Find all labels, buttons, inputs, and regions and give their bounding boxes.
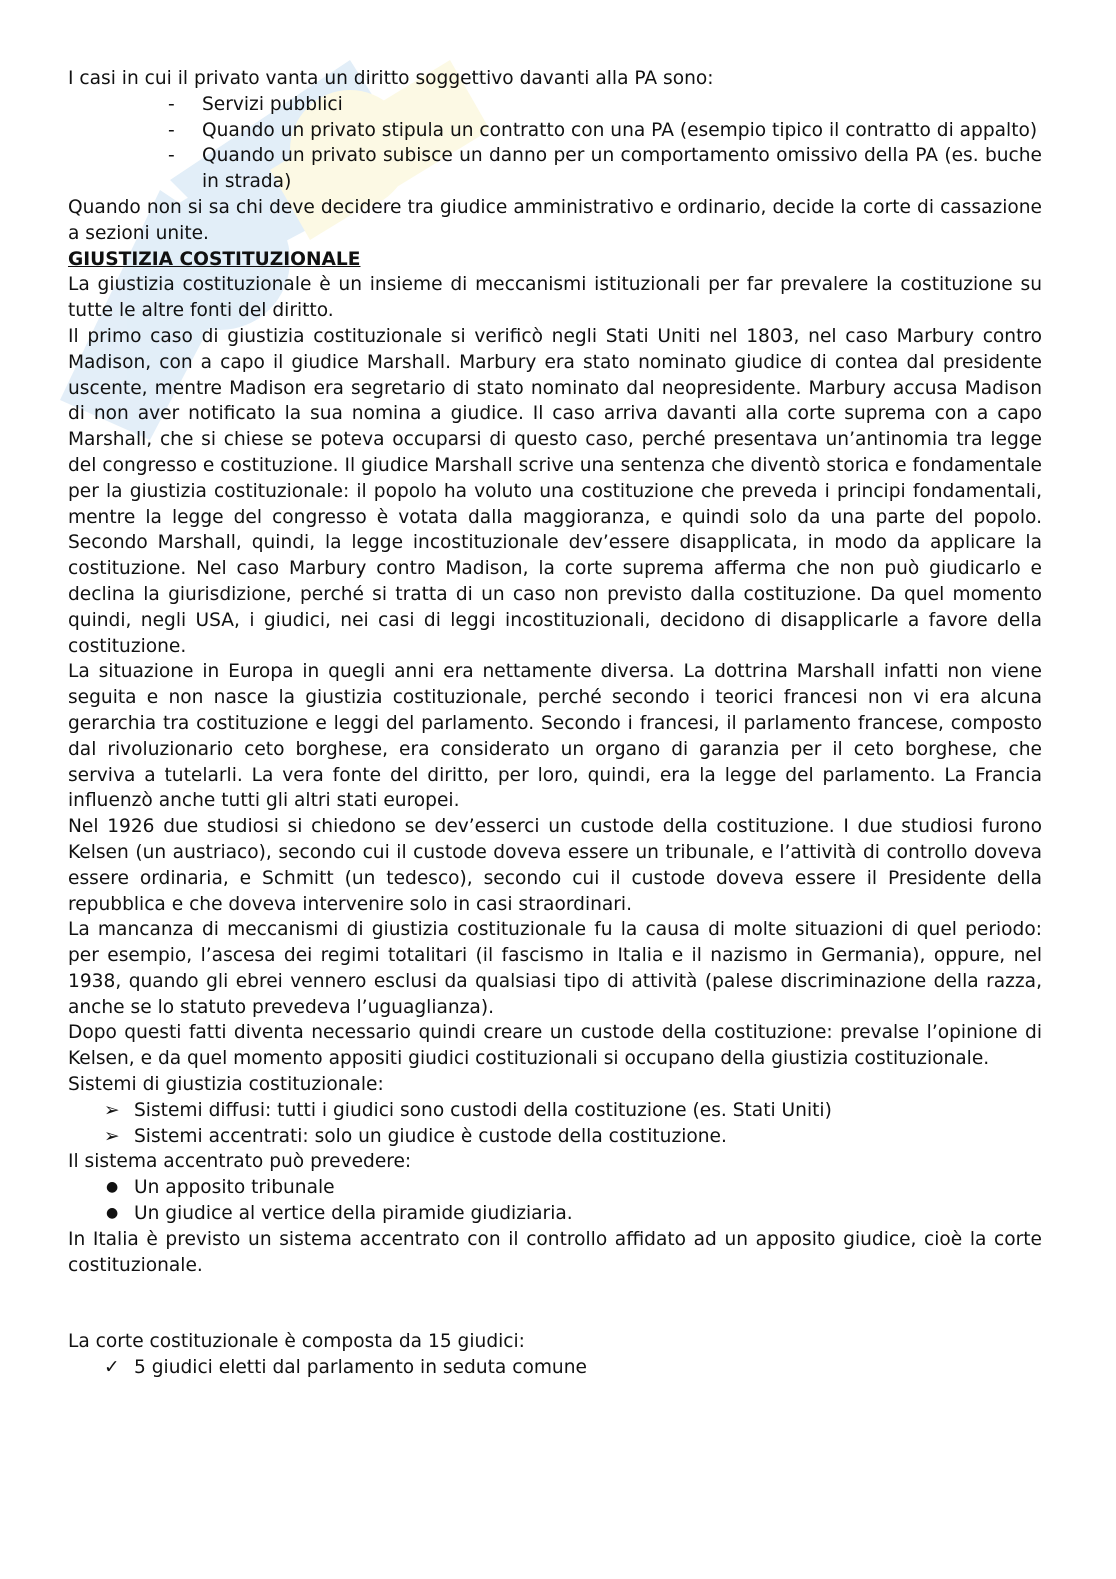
arrow-bullet-icon: ➢ <box>104 1125 120 1147</box>
paragraph: Dopo questi fatti diventa necessario quindi creare un custode della costituzione: prevalse l’opinione di Kelsen, e da quel momento appositi giudici costituzionali si occupano della giustizia costituzionale. <box>68 1022 1042 1070</box>
list-item: ➢ Sistemi diffusi: tutti i giudici sono custodi della costituzione (es. Stati Uniti) <box>68 1098 1042 1124</box>
paragraph: Nel 1926 due studiosi si chiedono se dev’esserci un custode della costituzione. I due studiosi furono Kelsen (un austriaco), secondo cui il custode doveva essere un tribunale, e l’attività di controllo doveva essere ordinaria, e Schmitt (un tedesco), secondo cui il custode doveva essere il Presidente della repubblica e che doveva intervenire solo in casi straordinari. <box>68 816 1042 915</box>
paragraph: La giustizia costituzionale è un insieme di meccanismi istituzionali per far prevalere la costituzione su tutte le altre fonti del diritto. <box>68 274 1042 322</box>
intro-text: I casi in cui il privato vanta un diritto soggettivo davanti alla PA sono: <box>68 68 714 89</box>
list-item: ➢ Sistemi accentrati: solo un giudice è custode della costituzione. <box>68 1124 1042 1150</box>
list-item: ● Un giudice al vertice della piramide giudiziaria. <box>68 1201 1042 1227</box>
paragraph: Il primo caso di giustizia costituzionale si verificò negli Stati Uniti nel 1803, nel caso Marbury contro Madison, con a capo il giudice Marshall. Marbury era stato nominato giudice di contea dal presidente uscente, mentre Madison era segretario di stato nominato dal neopresidente. Marbury accusa Madison di non aver notificato la sua nomina a giudice. Il caso arriva davanti alla corte suprema con a capo Marshall, che si chiese se poteva occuparsi di questo caso, perché presentava un’antinomia tra legge del congresso e costituzione. Il giudice Marshall scrive una sentenza che diventò storica e fondamentale per la giustizia costituzionale: il popolo ha voluto una costituzione che preveda i principi fondamentali, mentre la legge del congresso è votata dalla maggioranza, e quindi solo da una parte del popolo. Secondo Marshall, quindi, la legge incostituzionale dev’essere disapplicata, in modo da applicare la costituzione. Nel caso Marbury contro Madison, la corte suprema afferma che non può giudicarlo e declina la giurisdizione, perché si tratta di un caso non previsto dalla costituzione. Da quel momento quindi, negli USA, i giudici, nei casi di leggi incostituzionali, decidono di disapplicarle a favore della costituzione. <box>68 325 1042 657</box>
corte-intro: La corte costituzionale è composta da 15 giudici: <box>68 1331 525 1353</box>
list-item: - Quando un privato subisce un danno per un comportamento omissivo della PA (es. buche in strada) <box>168 145 1042 193</box>
paragraph: La mancanza di meccanismi di giustizia costituzionale fu la causa di molte situazioni di quel periodo: per esempio, l’ascesa dei regimi totalitari (il fascismo in Italia e il nazismo in Germania), oppure, nel 1938, quando gli ebrei vennero esclusi da qualsiasi tipo di attività (palese discriminazione della razza, anche se lo statuto prevedeva l’uguaglianza). <box>68 919 1042 1018</box>
sistemi-list <box>68 1098 1042 1150</box>
accentrato-list <box>68 1175 1042 1227</box>
arrow-bullet-icon: ➢ <box>104 1099 120 1121</box>
list-item: ✓ 5 giudici eletti dal parlamento in seduta comune <box>68 1355 1042 1381</box>
dash-marker: - <box>168 145 175 167</box>
bullet-icon: ● <box>106 1179 119 1196</box>
accentrato-intro: Il sistema accentrato può prevedere: <box>68 1151 412 1173</box>
dash-list <box>68 92 1042 195</box>
list-item: - Quando un privato stipula un contratto con una PA (esempio tipico il contratto di appalto) <box>68 118 1042 144</box>
cassazione-text: Quando non si sa chi deve decidere tra giudice amministrativo e ordinario, decide la corte di cassazione a sezioni unite. <box>68 196 1042 244</box>
paragraph: La situazione in Europa in quegli anni era nettamente diversa. La dottrina Marshall infatti non viene seguita e non nasce la giustizia costituzionale, perché secondo i teorici francesi non vi era alcuna gerarchia tra costituzione e leggi del parlamento. Secondo i francesi, il parlamento francese, composto dal rivoluzionario ceto borghese, era considerato un organo di garanzia per il ceto borghese, che serviva a tutelarli. La vera fonte del diritto, per loro, quindi, era la legge del parlamento. La Francia influenzò anche tutti gli altri stati europei. <box>68 661 1042 812</box>
blank-space <box>68 1278 1042 1329</box>
corte-list <box>68 1355 1042 1381</box>
dash-marker: - <box>168 119 175 141</box>
bullet-icon: ● <box>106 1205 119 1222</box>
document-body <box>68 66 1042 1381</box>
section-heading: GIUSTIZIA COSTITUZIONALE <box>68 248 361 270</box>
dash-marker: - <box>168 93 175 115</box>
italia-text: In Italia è previsto un sistema accentrato con il controllo affidato ad un apposito giudice, cioè la corte costituzionale. <box>68 1228 1042 1276</box>
check-icon: ✓ <box>104 1357 120 1379</box>
sistemi-intro: Sistemi di giustizia costituzionale: <box>68 1074 384 1096</box>
list-item: - Servizi pubblici <box>68 92 1042 118</box>
list-item: ● Un apposito tribunale <box>68 1175 1042 1201</box>
